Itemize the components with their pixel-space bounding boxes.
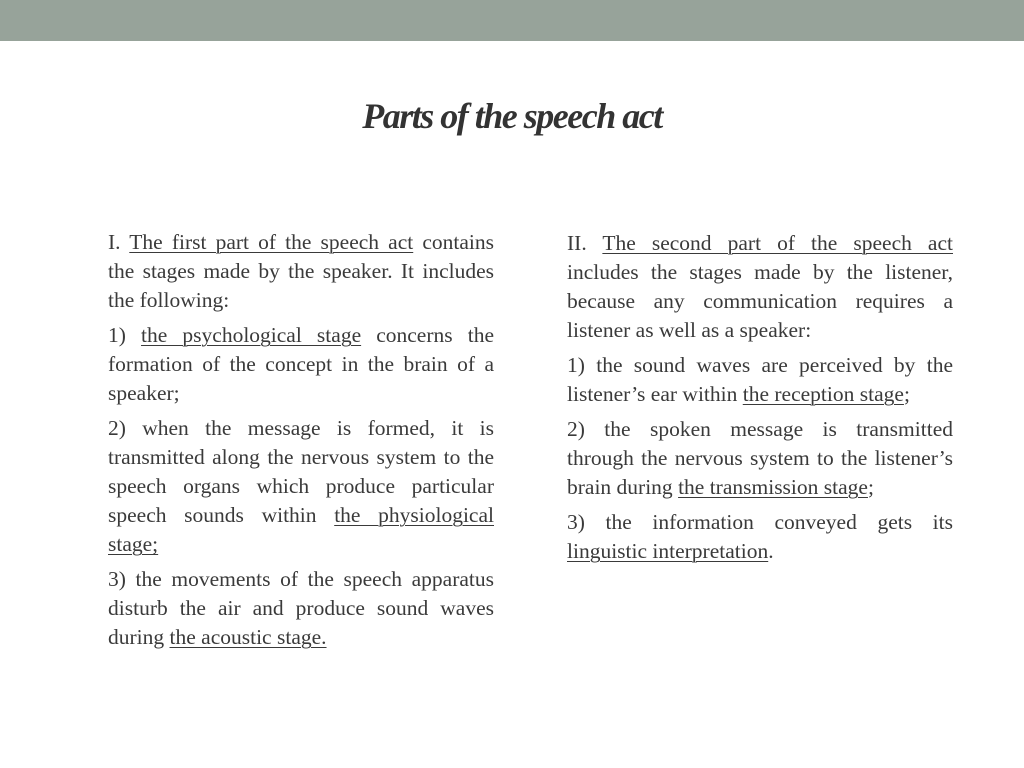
left-intro-prefix: I. bbox=[108, 230, 130, 254]
left-item-2-text: 2) when the message is formed, it is transmitted along the nervous system to the speech organs which produce particular speech sounds within bbox=[108, 416, 494, 527]
right-item-1 bbox=[567, 351, 953, 409]
right-item-3-underlined-term: linguistic interpretation bbox=[567, 539, 769, 563]
right-item-2-underlined-term: the transmission stage bbox=[678, 475, 868, 499]
left-item-1-underlined-term: the psychological stage bbox=[141, 323, 362, 347]
left-intro-text: contains the stages made by the speaker. It includes the following: bbox=[108, 230, 495, 312]
right-item-3-suffix: . bbox=[768, 539, 774, 563]
left-item-2 bbox=[108, 414, 494, 559]
right-item-3-text: 3) the information conveyed gets its bbox=[567, 510, 953, 534]
top-accent-bar bbox=[0, 0, 1024, 41]
left-item-3-underlined-term: the acoustic stage. bbox=[169, 625, 327, 649]
right-item-2 bbox=[567, 415, 953, 502]
left-intro-underlined-term: The first part of the speech act bbox=[129, 230, 414, 254]
left-item-1-prefix: 1) bbox=[108, 323, 142, 347]
left-item-3 bbox=[108, 565, 494, 652]
right-item-1-text: 1) the sound waves are perceived by the listener’s ear within bbox=[567, 353, 953, 406]
right-item-2-suffix: ; bbox=[867, 475, 874, 499]
left-item-3-text: 3) the movements of the speech apparatus disturb the air and produce sound waves during bbox=[108, 567, 494, 649]
left-item-1-text: concerns the formation of the concept in the brain of a speaker; bbox=[108, 323, 494, 405]
right-column bbox=[567, 229, 953, 572]
right-intro-paragraph bbox=[567, 229, 953, 345]
left-item-2-underlined-term: the physiological stage; bbox=[108, 503, 494, 556]
right-item-3 bbox=[567, 508, 953, 566]
right-intro-text: includes the stages made by the listener, because any communication requires a listener as well as a speaker: bbox=[567, 260, 953, 342]
left-column bbox=[108, 228, 494, 658]
right-intro-underlined-term: The second part of the speech act bbox=[602, 231, 953, 255]
left-item-1 bbox=[108, 321, 494, 408]
right-item-2-text: 2) the spoken message is transmitted through the nervous system to the listener’s brain during bbox=[567, 417, 953, 499]
right-intro-prefix: II. bbox=[567, 231, 603, 255]
right-item-1-suffix: ; bbox=[903, 382, 910, 406]
left-intro-paragraph bbox=[108, 228, 494, 315]
right-item-1-underlined-term: the reception stage bbox=[742, 382, 904, 406]
slide-title: Parts of the speech act bbox=[362, 96, 662, 136]
